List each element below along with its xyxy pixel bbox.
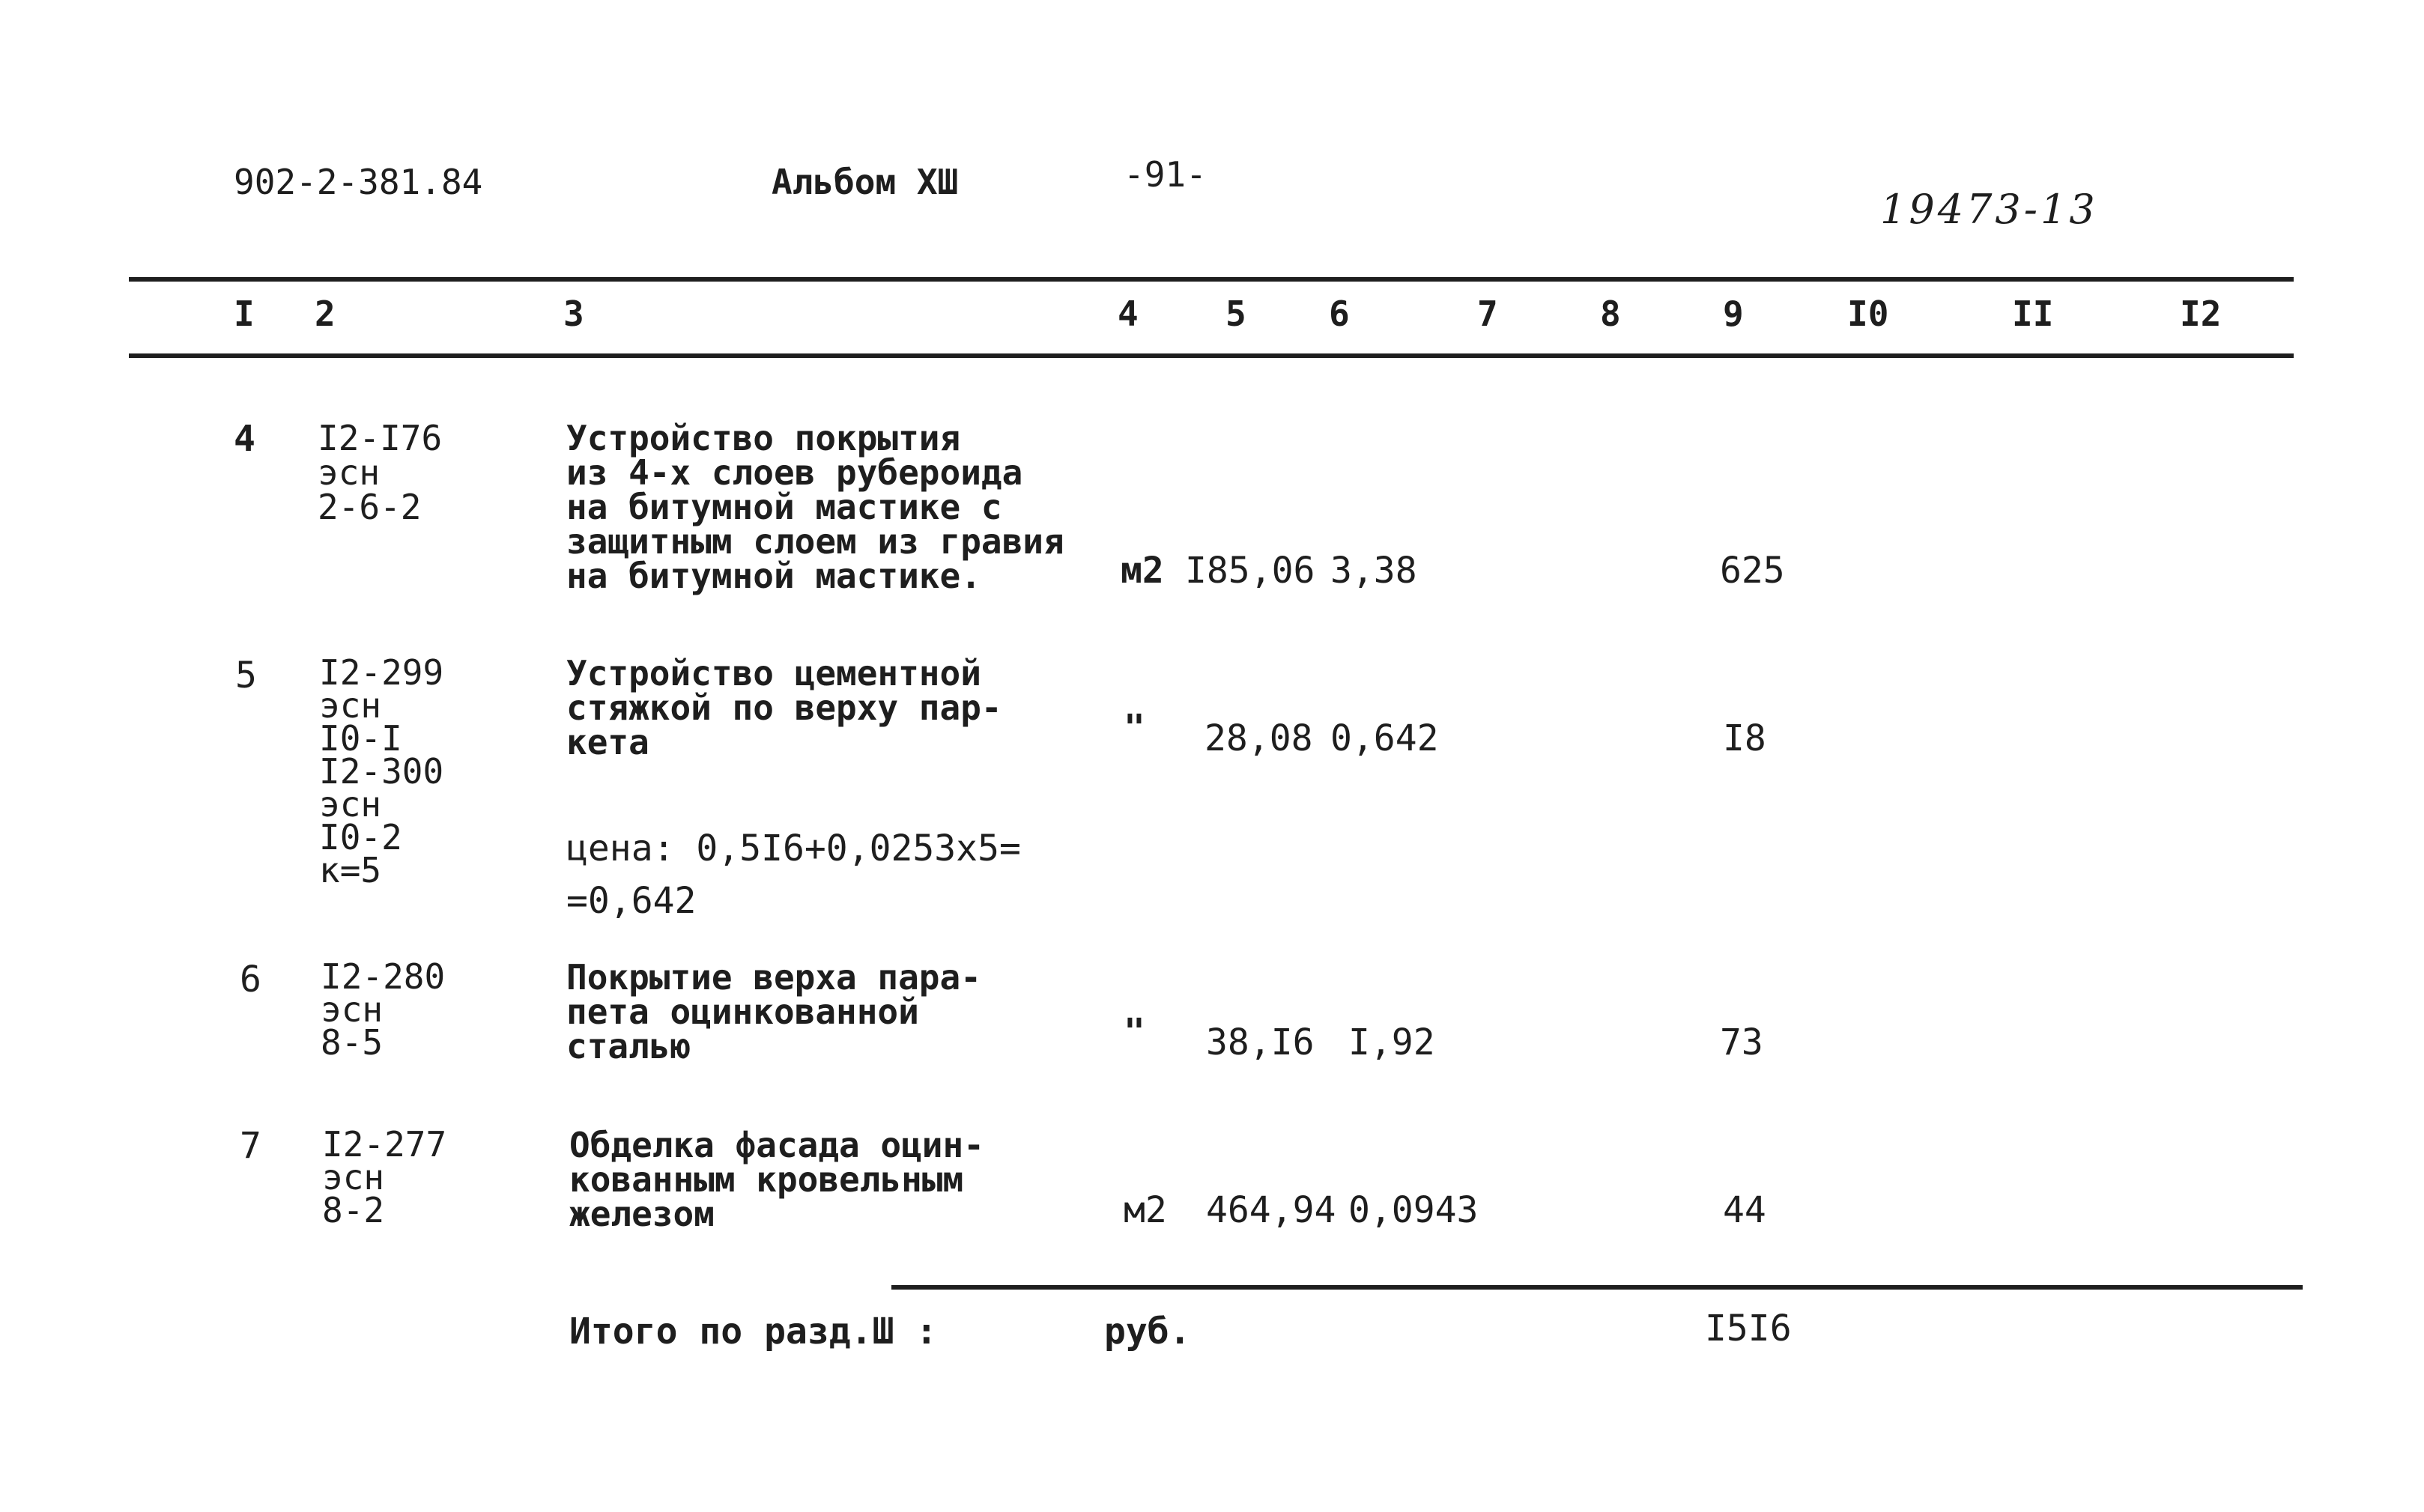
- unit-price: I,92: [1348, 1021, 1435, 1063]
- rate-code-line: к=5: [319, 850, 382, 890]
- rate-code-line: эсн: [319, 784, 382, 825]
- rate-code: [321, 956, 446, 1063]
- description-line: железом: [569, 1194, 715, 1234]
- rate-code: [322, 1124, 447, 1230]
- description-line: Покрытие верха пара-: [566, 957, 981, 998]
- work-description: [566, 653, 1002, 762]
- price-calculation: [566, 822, 1021, 927]
- total-value: I5I6: [1705, 1308, 1792, 1349]
- rate-code-line: I0-2: [319, 817, 402, 857]
- description-line: кета: [566, 722, 649, 762]
- column-header: 6: [1329, 294, 1350, 334]
- total-rule: [891, 1285, 2303, 1290]
- total-cost: 44: [1723, 1189, 1766, 1231]
- column-header: 9: [1723, 294, 1744, 334]
- rate-code-line: эсн: [319, 685, 382, 726]
- header-top-rule: [129, 277, 2294, 282]
- quantity: 464,94: [1206, 1189, 1336, 1231]
- description-line: на битумной мастике с: [566, 487, 1002, 527]
- description-line: на битумной мастике.: [566, 556, 981, 596]
- row-number: 5: [235, 655, 257, 696]
- total-cost: I8: [1723, 717, 1766, 759]
- unit-price: 0,0943: [1348, 1189, 1479, 1231]
- work-description: [566, 957, 981, 1066]
- work-description: [566, 418, 1064, 596]
- unit-price: 0,642: [1330, 717, 1439, 759]
- rate-code-line: эсн: [321, 989, 384, 1030]
- row-number: 6: [240, 959, 261, 1001]
- quantity: 28,08: [1205, 717, 1313, 759]
- calculation-line: цена: 0,5I6+0,0253х5=: [566, 828, 1021, 869]
- total-label: Итого по разд.Ш :: [569, 1311, 938, 1352]
- rate-code: [319, 652, 444, 890]
- column-header: 7: [1477, 294, 1498, 334]
- column-header: 8: [1600, 294, 1621, 334]
- unit: м2: [1121, 550, 1164, 592]
- rate-code-line: эсн: [318, 452, 381, 493]
- column-header: 3: [563, 294, 584, 334]
- document-code: 902-2-381.84: [234, 162, 483, 202]
- description-line: сталью: [566, 1026, 691, 1066]
- rate-code-line: I2-I76: [318, 418, 443, 458]
- row-number: 7: [240, 1125, 261, 1167]
- rate-code-line: 2-6-2: [318, 487, 422, 527]
- total-cost: 625: [1720, 550, 1785, 592]
- column-header: 2: [315, 294, 336, 334]
- column-header: I0: [1847, 294, 1889, 334]
- rate-code-line: 8-2: [322, 1190, 385, 1230]
- rate-code-line: I2-280: [321, 956, 446, 997]
- album-title: Альбом ХШ: [772, 162, 959, 202]
- inventory-number: 19473-13: [1880, 186, 2098, 233]
- column-header: I: [234, 294, 255, 334]
- rate-code-line: 8-5: [321, 1022, 384, 1063]
- total-cost: 73: [1720, 1021, 1763, 1063]
- column-header: 4: [1118, 294, 1139, 334]
- unit: м2: [1124, 1189, 1167, 1231]
- rate-code: [318, 418, 443, 527]
- unit-price: 3,38: [1330, 550, 1417, 592]
- description-line: Обделка фасада оцин-: [569, 1125, 984, 1165]
- rate-code-line: I0-I: [319, 718, 402, 759]
- description-line: пета оцинкованной: [566, 992, 919, 1032]
- description-line: защитным слоем из гравия: [566, 521, 1064, 562]
- total-unit: руб.: [1104, 1311, 1191, 1352]
- unit: ": [1124, 1011, 1145, 1053]
- page-number: -91-: [1124, 154, 1207, 195]
- rate-code-line: I2-299: [319, 652, 444, 693]
- description-line: из 4-х слоев рубероида: [566, 452, 1023, 493]
- rate-code-line: эсн: [322, 1157, 385, 1197]
- header-bottom-rule: [129, 353, 2294, 358]
- description-line: стяжкой по верху пар-: [566, 687, 1002, 728]
- description-line: кованным кровельным: [569, 1159, 964, 1200]
- rate-code-line: I2-277: [322, 1124, 447, 1165]
- unit: ": [1124, 707, 1145, 749]
- column-header: 5: [1225, 294, 1246, 334]
- column-header: I2: [2180, 294, 2222, 334]
- quantity: 38,I6: [1206, 1021, 1315, 1063]
- description-line: Устройство цементной: [566, 653, 981, 693]
- rate-code-line: I2-300: [319, 751, 444, 792]
- calculation-line: =0,642: [566, 880, 697, 922]
- work-description: [569, 1125, 984, 1234]
- quantity: I85,06: [1185, 550, 1315, 592]
- row-number: 4: [234, 418, 255, 460]
- description-line: Устройство покрытия: [566, 418, 961, 458]
- column-header: II: [2012, 294, 2054, 334]
